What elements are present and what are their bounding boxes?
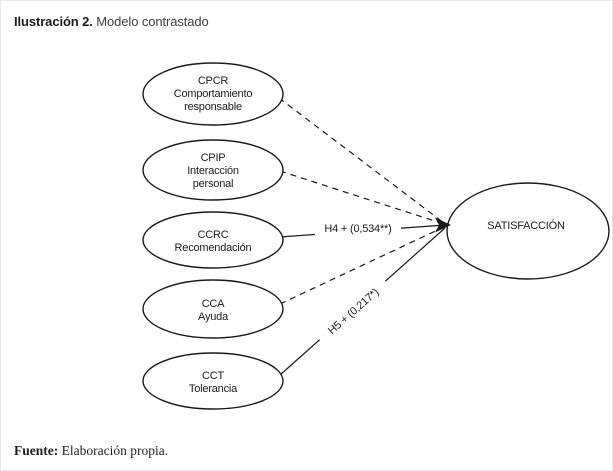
figure-title-text: Modelo contrastado	[92, 14, 209, 29]
figure-title-number: Ilustración 2.	[14, 14, 93, 29]
source-note-label: Fuente:	[14, 443, 59, 458]
node-cca-label-line2: Ayuda	[198, 311, 228, 323]
h4-path-label: H4 + (0,534**)	[324, 223, 392, 235]
node-cca-label-line1: CCA	[201, 298, 225, 310]
h5-path-label-group	[315, 276, 392, 346]
node-ccrc-label-line2: Recomendación	[174, 242, 252, 254]
node-cct-label-line1: CCT	[201, 370, 225, 382]
path-cpcr-satisfaccion	[279, 98, 444, 223]
node-cpcr-label-line1: CPCR	[197, 75, 229, 87]
node-cct-label-line2: Tolerancia	[188, 383, 238, 395]
node-cpip-label-line3: personal	[192, 178, 234, 190]
node-satisfaccion-label: SATISFACCIÓN	[487, 220, 565, 232]
path-cpip-satisfaccion	[280, 171, 444, 224]
node-cpcr-label-line2: Comportamiento	[173, 88, 253, 100]
model-diagram	[1, 1, 613, 471]
node-cpip-label-line2: Interacción	[187, 165, 239, 177]
node-cpcr-label-line3: responsable	[184, 101, 242, 113]
source-note	[14, 443, 168, 459]
h5-path-label: H5 + (0,217*)	[326, 286, 382, 338]
node-ccrc-label-line1: CCRC	[197, 229, 229, 241]
node-cpip-label-line1: CPIP	[200, 152, 226, 164]
source-note-text: Elaboración propia.	[58, 443, 169, 458]
